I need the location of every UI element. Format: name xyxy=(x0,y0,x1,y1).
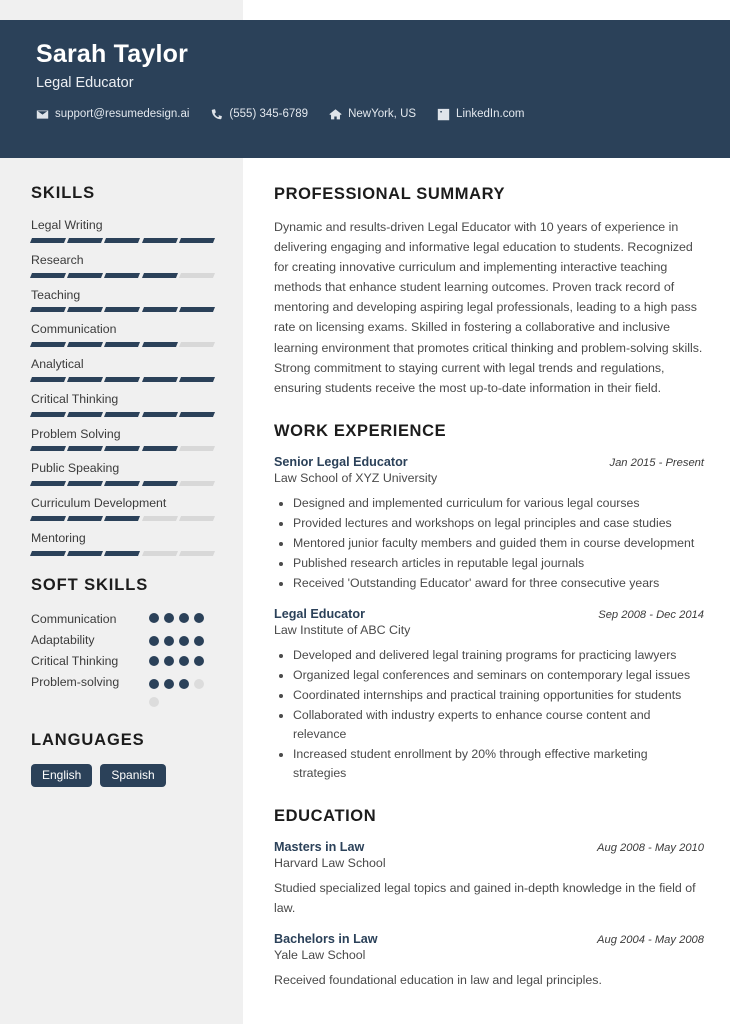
skill-bar-segment xyxy=(142,342,178,347)
skill-bar-segment xyxy=(30,412,66,417)
skill-level-bar xyxy=(31,273,214,278)
soft-skill-dots xyxy=(149,656,204,666)
skill-row xyxy=(31,218,217,243)
soft-skill-dot xyxy=(179,679,189,689)
soft-skill-dot-extra xyxy=(149,697,159,707)
skill-bar-segment xyxy=(30,238,66,243)
resume-header xyxy=(0,20,730,158)
contact-email[interactable] xyxy=(36,108,189,121)
sidebar xyxy=(0,158,243,787)
soft-skill-label: Communication xyxy=(31,612,117,626)
skill-bar-segment xyxy=(30,446,66,451)
entry-header xyxy=(274,932,704,946)
entry-bullet: • Published research articles in reputable legal journals xyxy=(293,554,704,573)
entry-organization: Law School of XYZ University xyxy=(274,470,438,485)
skill-level-bar xyxy=(31,481,214,486)
candidate-name: Sarah Taylor xyxy=(36,40,188,68)
skill-bar-segment xyxy=(67,551,103,556)
entry-header xyxy=(274,455,704,469)
entry-title: Senior Legal Educator xyxy=(274,454,408,469)
soft-skill-dot xyxy=(164,613,174,623)
education-entry xyxy=(274,840,704,917)
skill-bar-segment xyxy=(179,481,215,486)
entry-bullet: • Coordinated internships and practical training opportunities for students xyxy=(293,686,704,705)
skill-row xyxy=(31,531,217,556)
skill-bar-segment xyxy=(30,481,66,486)
education-heading: EDUCATION xyxy=(274,807,377,826)
skill-label: Problem Solving xyxy=(31,426,121,441)
soft-skill-dot xyxy=(149,636,159,646)
phone-icon xyxy=(210,108,223,121)
skill-bar-segment xyxy=(67,307,103,312)
skill-level-bar xyxy=(31,551,214,556)
skill-bar-segment xyxy=(104,342,140,347)
soft-skill-dot xyxy=(194,636,204,646)
soft-skill-row xyxy=(31,630,217,651)
skill-label: Curriculum Development xyxy=(31,496,167,510)
skill-level-bar xyxy=(31,342,214,347)
contact-phone[interactable] xyxy=(210,108,308,121)
linkedin-icon xyxy=(437,108,450,121)
language-chip[interactable]: Spanish xyxy=(100,764,165,787)
skill-bar-segment xyxy=(179,516,215,521)
soft-skill-dot xyxy=(164,636,174,646)
skill-bar-segment xyxy=(179,377,215,382)
professional-summary-section xyxy=(274,185,704,398)
entry-organization: Harvard Law School xyxy=(274,856,386,871)
skill-bar-segment xyxy=(104,377,140,382)
skill-bar-segment xyxy=(104,307,140,312)
skill-bar-segment xyxy=(104,273,140,278)
skill-bar-segment xyxy=(179,273,215,278)
skill-bar-segment xyxy=(142,273,178,278)
entry-organization: Law Institute of ABC City xyxy=(274,623,411,638)
skill-bar-segment xyxy=(104,516,140,521)
soft-skill-label: Problem-solving xyxy=(31,675,120,689)
entry-date: Sep 2008 - Dec 2014 xyxy=(598,609,704,622)
soft-skill-dot xyxy=(194,679,204,689)
soft-skill-dot xyxy=(149,656,159,666)
skill-bar-segment xyxy=(142,551,178,556)
skill-bar-segment xyxy=(142,307,178,312)
entry-bullet: • Developed and delivered legal training programs for practicing lawyers xyxy=(293,646,704,665)
work-entry xyxy=(274,607,704,783)
soft-skill-dot xyxy=(194,613,204,623)
skill-bar-segment xyxy=(30,342,66,347)
entry-description: Studied specialized legal topics and gained in-depth knowledge in the field of law. xyxy=(274,881,696,915)
skill-label: Teaching xyxy=(31,287,81,302)
candidate-role: Legal Educator xyxy=(36,74,134,91)
soft-skill-dot xyxy=(179,656,189,666)
entry-bullet: • Increased student enrollment by 20% through effective marketing strategies xyxy=(293,745,704,783)
skill-label: Public Speaking xyxy=(31,461,120,476)
skill-bar-segment xyxy=(104,551,140,556)
skill-bar-segment xyxy=(179,551,215,556)
work-heading: WORK EXPERIENCE xyxy=(274,421,447,440)
contact-location[interactable] xyxy=(329,108,416,121)
entry-header xyxy=(274,840,704,854)
soft-skill-dots xyxy=(149,679,204,689)
envelope-icon xyxy=(36,108,49,121)
soft-skill-dot xyxy=(149,613,159,623)
skill-bar-segment xyxy=(104,412,140,417)
soft-skill-dot xyxy=(179,613,189,623)
education-entry xyxy=(274,932,704,990)
entry-bullet: • Designed and implemented curriculum for various legal courses xyxy=(293,494,704,513)
summary-text: Dynamic and results-driven Legal Educator with 10 years of experience in delivering engaging and informative legal education to students. Recognized for creating innovative curriculum and implementing interactive teaching methods that enhance student learning outcomes. Proven track record of mentoring and developing aspiring legal professionals, leading to a high pass rate on licensing exams. Skilled in fostering a collaborative and inclusive learning environment that promotes critical thinking and problem-solving skills. Strong commitment to staying current with legal trends and regulations, ensuring students receive the most up-to-date information in their field. xyxy=(274,220,703,395)
education-section xyxy=(274,807,704,990)
skill-bar-segment xyxy=(67,377,103,382)
skill-label: Communication xyxy=(31,322,117,337)
skill-label: Analytical xyxy=(31,357,84,371)
skill-level-bar xyxy=(31,238,214,243)
skill-bar-segment xyxy=(30,307,66,312)
entry-organization: Yale Law School xyxy=(274,947,366,962)
skill-row xyxy=(31,357,217,382)
entry-title: Masters in Law xyxy=(274,840,365,855)
skill-level-bar xyxy=(31,377,214,382)
skill-bar-segment xyxy=(67,273,103,278)
contact-phone-text: (555) 345-6789 xyxy=(229,108,309,121)
entry-header xyxy=(274,607,704,621)
skill-bar-segment xyxy=(142,516,178,521)
skill-bar-segment xyxy=(179,446,215,451)
skills-heading: SKILLS xyxy=(31,184,96,202)
entry-bullet: • Received 'Outstanding Educator' award for three consecutive years xyxy=(293,574,704,593)
skill-bar-segment xyxy=(142,238,178,243)
skill-label: Legal Writing xyxy=(31,218,103,232)
soft-skills-heading: SOFT SKILLS xyxy=(31,575,149,594)
skill-bar-segment xyxy=(67,516,103,521)
skill-bar-segment xyxy=(30,273,66,278)
soft-skill-row xyxy=(31,609,217,630)
soft-skill-label: Adaptability xyxy=(31,633,95,647)
entry-bullet-list xyxy=(274,646,704,783)
skill-bar-segment xyxy=(179,307,215,312)
skill-bar-segment xyxy=(67,412,103,417)
skill-bar-segment xyxy=(179,238,215,243)
skill-row xyxy=(31,253,217,278)
work-entry xyxy=(274,455,704,593)
skill-row xyxy=(31,496,217,521)
entry-title: Legal Educator xyxy=(274,607,365,622)
skill-level-bar xyxy=(31,446,214,451)
skill-bar-segment xyxy=(179,412,215,417)
skills-list xyxy=(31,218,217,556)
languages-section xyxy=(31,731,217,787)
languages-heading: LANGUAGES xyxy=(31,730,145,749)
soft-skill-dot xyxy=(194,656,204,666)
soft-skill-dot xyxy=(164,656,174,666)
skill-bar-segment xyxy=(30,551,66,556)
entry-date: Jan 2015 - Present xyxy=(609,456,704,469)
soft-skill-row xyxy=(31,651,217,672)
language-chips xyxy=(31,764,217,787)
contact-email-text: support@resumedesign.ai xyxy=(55,108,190,121)
contact-list xyxy=(36,108,730,121)
summary-heading: PROFESSIONAL SUMMARY xyxy=(274,185,506,203)
skill-bar-segment xyxy=(142,446,178,451)
skill-bar-segment xyxy=(142,481,178,486)
skill-label: Research xyxy=(31,252,84,267)
skill-level-bar xyxy=(31,412,214,417)
entry-bullet: • Collaborated with industry experts to enhance course content and relevance xyxy=(293,706,704,744)
skill-row xyxy=(31,288,217,313)
entry-bullet: • Organized legal conferences and seminars on contemporary legal issues xyxy=(293,666,704,685)
skill-bar-segment xyxy=(142,377,178,382)
soft-skill-dot xyxy=(149,679,159,689)
soft-skill-dots xyxy=(149,636,204,646)
entry-title: Bachelors in Law xyxy=(274,931,378,946)
contact-linkedin-text: LinkedIn.com xyxy=(456,108,525,121)
skill-bar-segment xyxy=(67,342,103,347)
skill-bar-segment xyxy=(179,342,215,347)
education-entries xyxy=(274,840,704,990)
skill-bar-segment xyxy=(30,377,66,382)
entry-date: Aug 2008 - May 2010 xyxy=(597,842,704,855)
contact-linkedin[interactable] xyxy=(437,108,524,121)
soft-skill-dot xyxy=(164,679,174,689)
skill-bar-segment xyxy=(30,516,66,521)
skill-bar-segment xyxy=(104,481,140,486)
skill-bar-segment xyxy=(104,446,140,451)
skill-row xyxy=(31,392,217,417)
skill-label: Mentoring xyxy=(31,530,86,545)
skill-row xyxy=(31,322,217,347)
entry-bullet: • Provided lectures and workshops on legal principles and case studies xyxy=(293,514,704,533)
skill-level-bar xyxy=(31,516,214,521)
skill-bar-segment xyxy=(142,412,178,417)
entry-bullet-list xyxy=(274,494,704,593)
main-content xyxy=(274,158,704,990)
contact-location-text: NewYork, US xyxy=(348,108,417,121)
skill-level-bar xyxy=(31,307,214,312)
skill-row xyxy=(31,461,217,486)
soft-skill-label: Critical Thinking xyxy=(31,654,119,668)
soft-skill-row xyxy=(31,672,217,693)
skill-label: Critical Thinking xyxy=(31,391,119,406)
skill-row xyxy=(31,427,217,452)
work-entries xyxy=(274,455,704,784)
entry-date: Aug 2004 - May 2008 xyxy=(597,933,704,946)
soft-skills-list xyxy=(31,609,217,693)
skill-bar-segment xyxy=(67,446,103,451)
language-chip[interactable]: English xyxy=(31,764,92,787)
soft-skills-section xyxy=(31,576,217,707)
home-icon xyxy=(329,108,342,121)
skill-bar-segment xyxy=(67,481,103,486)
soft-skill-dot xyxy=(179,636,189,646)
entry-bullet: • Mentored junior faculty members and guided them in course development xyxy=(293,534,704,553)
soft-skill-dots xyxy=(149,613,204,623)
skill-bar-segment xyxy=(104,238,140,243)
skill-bar-segment xyxy=(67,238,103,243)
entry-description: Received foundational education in law and legal principles. xyxy=(274,972,602,987)
work-experience-section xyxy=(274,422,704,784)
